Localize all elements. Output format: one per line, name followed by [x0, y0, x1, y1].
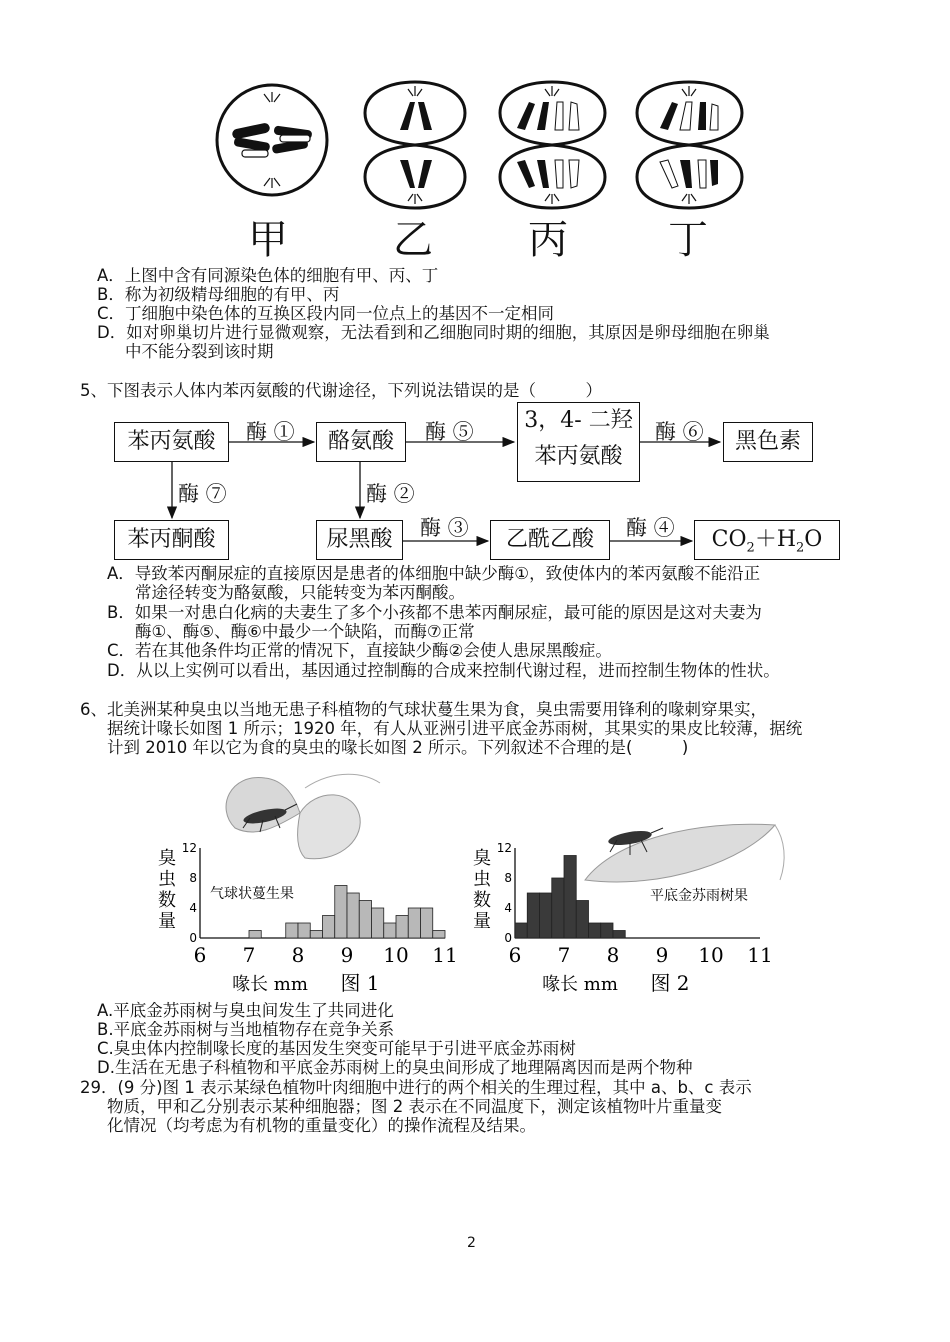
histogram-bar: [372, 908, 384, 938]
q29-line3: 化情况（均考虑为有机物的重量变化）的操作流程及结果。: [107, 1116, 536, 1135]
chart-fig1: [155, 840, 475, 1000]
h2o-subscript: 2: [796, 540, 805, 556]
y-tick-label: 12: [496, 841, 512, 855]
y-axis-label-char: 数: [158, 890, 176, 911]
y-tick-label: 4: [189, 901, 197, 915]
plus-h-text: ＋H: [754, 527, 796, 552]
enzyme-3-label: 酶 ③: [420, 516, 469, 540]
histogram-bar: [384, 923, 396, 938]
node-co2-h2o: [694, 520, 840, 560]
q6-option-d: D.生活在无患子科植物和平底金苏雨树上的臭虫间形成了地理隔离因而是两个物种: [97, 1058, 693, 1077]
histogram-bar: [347, 893, 359, 938]
q6-option-b: B.平底金苏雨树与当地植物存在竞争关系: [97, 1020, 395, 1039]
q4-option-a: A．上图中含有同源染色体的细胞有甲、丙、丁: [97, 266, 439, 285]
pathway-arrows: [0, 0, 950, 600]
x-tick-label: 9: [655, 943, 669, 967]
y-axis-label-char: 量: [473, 911, 491, 932]
histogram-bar: [286, 923, 298, 938]
x-tick-label: 6: [193, 943, 207, 967]
q29-line2: 物质，甲和乙分别表示某种细胞器；图 2 表示在不同温度下，测定该植物叶片重量变: [107, 1097, 722, 1116]
node-acetoacetate: 乙酰乙酸: [490, 520, 610, 560]
q6-option-c: C.臭虫体内控制喙长度的基因发生突变可能早于引进平底金苏雨树: [97, 1039, 576, 1058]
x-tick-label: 7: [242, 943, 256, 967]
chart-fig2: [470, 840, 790, 1000]
q6-stem-line1: 6、北美洲某种臭虫以当地无患子科植物的气球状蔓生果为食，臭虫需要用锋利的喙刺穿果实，: [80, 700, 767, 719]
x-axis-label: 喙长 mm: [232, 974, 308, 995]
q5-option-c: C．若在其他条件均正常的情况下，直接缺少酶②会使人患尿黑酸症。: [107, 641, 612, 660]
q6-stem-line2: 据统计喙长如图 1 所示；1920 年，有人从亚洲引进平底金苏雨树，其果实的果皮比较薄，据统: [107, 719, 803, 738]
histogram-bar: [421, 908, 433, 938]
cell-label-yi: 乙: [393, 217, 433, 263]
q5-option-a: A．导致苯丙酮尿症的直接原因是患者的体细胞中缺少酶①，致使体内的苯丙氨酸不能沿正: [107, 564, 761, 583]
histogram-bar: [433, 931, 445, 939]
enzyme-5-label: 酶 ⑤: [425, 420, 474, 444]
histogram-bar: [359, 901, 371, 939]
x-tick-label: 9: [340, 943, 354, 967]
co2-subscript: 2: [746, 540, 755, 556]
histogram-bar: [613, 931, 625, 939]
cell-label-jia: 甲: [248, 217, 288, 263]
q5-option-d: D．从以上实例可以看出，基因通过控制酶的合成来控制代谢过程，进而控制生物体的性状。: [107, 661, 780, 680]
node-homogentisate: 尿黑酸: [316, 520, 403, 560]
enzyme-6-label: 酶 ⑥: [655, 420, 704, 444]
x-tick-label: 10: [698, 943, 724, 967]
chart-title: 图 1: [340, 971, 380, 995]
q29-line1: 29．(9 分)图 1 表示某绿色植物叶肉细胞中进行的两个相关的生理过程，其中 a、b、c 表示: [80, 1078, 752, 1097]
q6-stem-line3: 计到 2010 年以它为食的臭虫的喙长如图 2 所示。下列叙述不合理的是( ): [107, 738, 689, 757]
q4-option-b: B．称为初级精母细胞的有甲、丙: [97, 285, 340, 304]
node-melanin: 黑色素: [723, 422, 813, 462]
y-axis-label-char: 虫: [473, 869, 491, 890]
q5-option-b-cont: 酶①、酶⑤、酶⑥中最少一个缺陷，而酶⑦正常: [135, 622, 475, 641]
q4-option-d-cont: 中不能分裂到该时期: [125, 342, 274, 361]
fruit-annotation: 平底金苏雨树果: [650, 888, 748, 904]
histogram-bar: [335, 886, 347, 939]
q4-option-c: C．丁细胞中染色体的互换区段内同一位点上的基因不一定相同: [97, 304, 555, 323]
histogram-bar: [527, 893, 539, 938]
page-number: 2: [467, 1235, 476, 1251]
y-tick-label: 8: [504, 871, 512, 885]
y-tick-label: 0: [504, 931, 512, 945]
y-axis-label-char: 量: [158, 911, 176, 932]
x-tick-label: 8: [291, 943, 305, 967]
histogram-bar: [540, 893, 552, 938]
y-tick-label: 0: [189, 931, 197, 945]
y-axis-label-char: 臭: [473, 848, 491, 869]
fruit-annotation: 气球状蔓生果: [210, 886, 294, 902]
histogram-bar: [515, 923, 527, 938]
q5-stem: 5、下图表示人体内苯丙氨酸的代谢途径，下列说法错误的是（ ）: [80, 381, 602, 400]
enzyme-1-label: 酶 ①: [246, 420, 295, 444]
x-tick-label: 8: [606, 943, 620, 967]
cell-label-ding: 丁: [668, 217, 708, 263]
x-tick-label: 7: [557, 943, 571, 967]
histogram-bar: [310, 931, 322, 939]
y-tick-label: 12: [181, 841, 197, 855]
y-tick-label: 8: [189, 871, 197, 885]
node-dopa-line2: 苯丙氨酸: [534, 444, 623, 469]
cell-label-bing: 丙: [528, 217, 568, 263]
x-axis-label: 喙长 mm: [542, 974, 618, 995]
histogram-bar: [564, 856, 576, 939]
x-tick-label: 11: [432, 943, 458, 967]
y-tick-label: 4: [504, 901, 512, 915]
x-tick-label: 6: [508, 943, 522, 967]
histogram-bar: [323, 916, 335, 939]
histogram-bar: [408, 908, 420, 938]
q5-option-a-cont: 常途径转变为酪氨酸，只能转变为苯丙酮酸。: [135, 583, 465, 602]
histogram-bar: [589, 923, 601, 938]
node-tyrosine: 酪氨酸: [316, 422, 406, 462]
node-phenylpyruvate: 苯丙酮酸: [114, 520, 229, 560]
co2-text: CO: [711, 527, 747, 552]
node-dopa-line1: 3，4- 二羟: [524, 408, 633, 433]
histogram-bar: [576, 901, 588, 939]
enzyme-2-label: 酶 ②: [366, 482, 415, 506]
histogram-bar: [249, 931, 261, 939]
y-axis-label-char: 数: [473, 890, 491, 911]
y-axis-label-char: 臭: [158, 848, 176, 869]
histogram-bar: [552, 878, 564, 938]
x-tick-label: 10: [383, 943, 409, 967]
histogram-bar: [601, 923, 613, 938]
chart-title: 图 2: [650, 971, 690, 995]
enzyme-7-label: 酶 ⑦: [178, 482, 227, 506]
enzyme-4-label: 酶 ④: [626, 516, 675, 540]
q4-option-d: D．如对卵巢切片进行显微观察，无法看到和乙细胞同时期的细胞，其原因是卵母细胞在卵巢: [97, 323, 770, 342]
x-tick-label: 11: [747, 943, 773, 967]
histogram-bar: [396, 916, 408, 939]
y-axis-label-char: 虫: [158, 869, 176, 890]
o-text: O: [804, 527, 823, 552]
histogram-bar: [298, 923, 310, 938]
q6-option-a: A.平底金苏雨树与臭虫间发生了共同进化: [97, 1001, 394, 1020]
node-phenylalanine: 苯丙氨酸: [114, 422, 229, 462]
node-dopa: [517, 402, 640, 482]
q5-option-b: B．如果一对患白化病的夫妻生了多个小孩都不患苯丙酮尿症，最可能的原因是这对夫妻为: [107, 603, 762, 622]
